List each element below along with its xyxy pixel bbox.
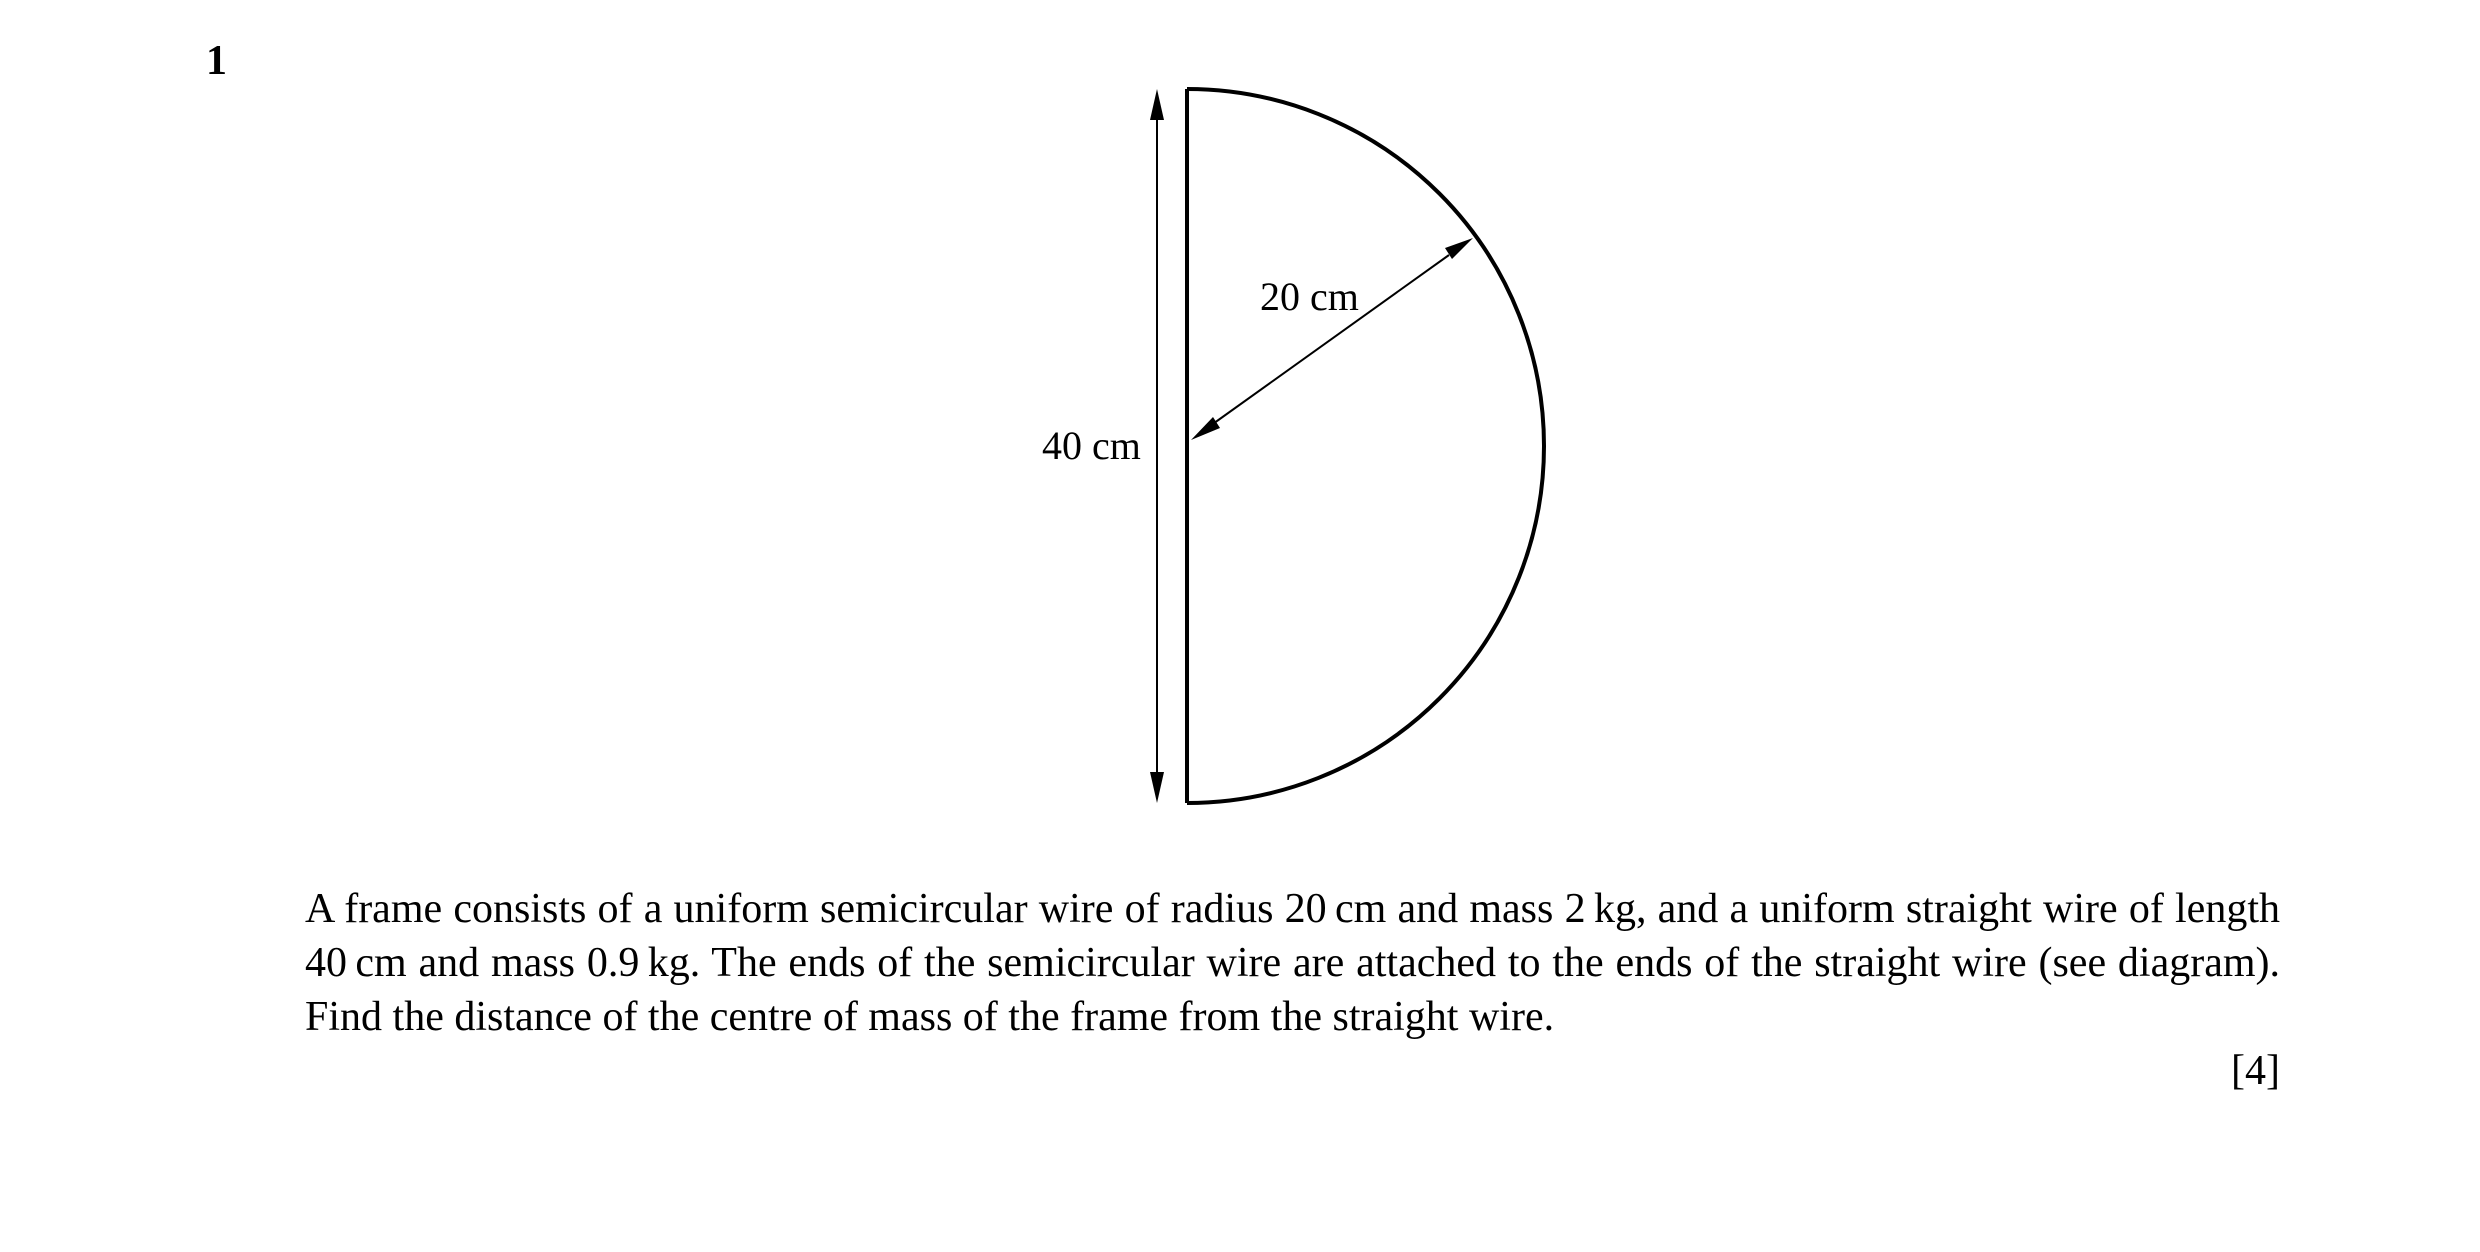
semicircular-wire [1187, 89, 1544, 803]
radius-label: 20 cm [1260, 274, 1359, 319]
question-number: 1 [206, 38, 227, 84]
length-label: 40 cm [1042, 423, 1141, 468]
question-text: A frame consists of a uniform semicircular wire of radius 20 cm and mass 2 kg, and a uniform straight wire of length 40 cm and mass 0.9 kg. The ends of the semicircular wire are attached to the ends of the straight wire (see diagram). Find the distance of the centre of mass of the frame from the straight wire. [305, 886, 2280, 1040]
radius-arrowhead-center [1191, 417, 1220, 440]
marks-label: [4] [2231, 1048, 2280, 1094]
length-arrowhead-bottom [1150, 772, 1164, 803]
length-arrowhead-top [1150, 89, 1164, 120]
